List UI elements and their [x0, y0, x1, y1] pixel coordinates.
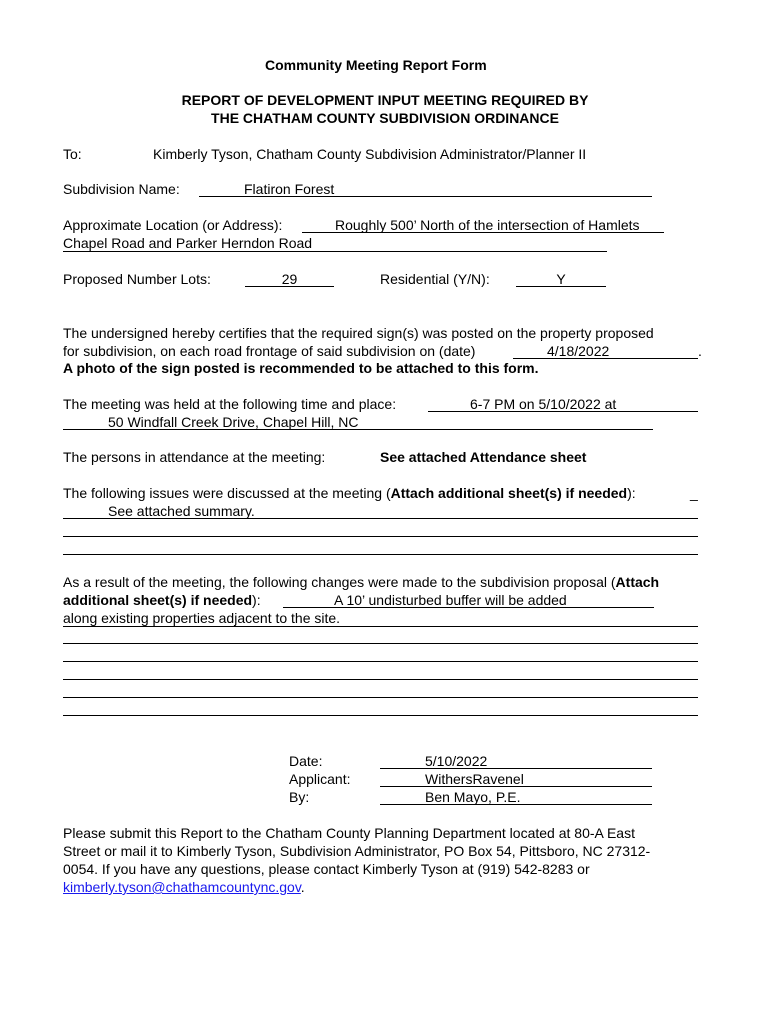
- by-field[interactable]: Ben Mayo, P.E.: [380, 789, 652, 805]
- lots-field[interactable]: 29: [245, 271, 334, 287]
- applicant-label: Applicant:: [289, 771, 351, 787]
- heading-line-2: THE CHATHAM COUNTY SUBDIVISION ORDINANCE: [211, 110, 559, 126]
- attendance-value: See attached Attendance sheet: [380, 449, 587, 465]
- footer-line-1: Please submit this Report to the Chatham County Planning Department located at 80-A East: [63, 825, 635, 841]
- changes-label-line-2: [63, 592, 261, 609]
- changes-field-line-1[interactable]: A 10’ undisturbed buffer will be added: [283, 592, 654, 608]
- changes-blank-line[interactable]: [63, 715, 698, 716]
- changes-label-bold-1: Attach: [615, 574, 660, 590]
- email-link[interactable]: kimberly.tyson@chathamcountync.gov: [63, 879, 301, 895]
- footer-line-2: Street or mail it to Kimberly Tyson, Subdivision Administrator, PO Box 54, Pittsboro, NC 27312-: [63, 843, 651, 859]
- location-field-line-2[interactable]: Chapel Road and Parker Herndon Road: [63, 235, 607, 252]
- issues-label-prefix: The following issues were discussed at the meeting (: [63, 485, 391, 501]
- footer-line-4: [63, 879, 305, 896]
- changes-field-line-2[interactable]: along existing properties adjacent to the site.: [63, 610, 698, 627]
- changes-label-line-1: [63, 574, 659, 591]
- changes-blank-line[interactable]: [63, 697, 698, 698]
- changes-label-bold-2: additional sheet(s) if needed: [63, 592, 253, 608]
- photo-note: A photo of the sign posted is recommended to be attached to this form.: [63, 360, 539, 376]
- heading-line-1: REPORT OF DEVELOPMENT INPUT MEETING REQUIRED BY: [181, 92, 589, 108]
- meeting-place-label: The meeting was held at the following time and place:: [63, 396, 397, 412]
- location-label: Approximate Location (or Address):: [63, 217, 283, 233]
- certification-line-2: for subdivision, on each road frontage of said subdivision on (date): [63, 343, 476, 359]
- residential-field[interactable]: Y: [516, 271, 606, 287]
- to-value: Kimberly Tyson, Chatham County Subdivision Administrator/Planner II: [153, 146, 587, 162]
- issues-label: [63, 485, 636, 502]
- issues-label-suffix: ):: [627, 485, 636, 501]
- form-title: Community Meeting Report Form: [265, 57, 487, 73]
- subdivision-field[interactable]: Flatiron Forest: [199, 181, 652, 197]
- issues-blank-line[interactable]: [63, 554, 698, 555]
- subdivision-label: Subdivision Name:: [63, 181, 180, 197]
- date-label: Date:: [289, 753, 323, 769]
- issues-trail: _: [690, 485, 698, 501]
- issues-blank-line[interactable]: [63, 536, 698, 537]
- meeting-place-field-line-1[interactable]: 6-7 PM on 5/10/2022 at: [428, 396, 698, 412]
- changes-blank-line[interactable]: [63, 679, 698, 680]
- lots-label: Proposed Number Lots:: [63, 271, 211, 287]
- certification-line-1: The undersigned hereby certifies that the required sign(s) was posted on the property proposed: [63, 325, 654, 341]
- by-label: By:: [289, 789, 310, 805]
- changes-blank-line[interactable]: [63, 643, 698, 644]
- footer-line-3: 0054. If you have any questions, please contact Kimberly Tyson at (919) 542-8283 or: [63, 861, 590, 877]
- changes-blank-line[interactable]: [63, 661, 698, 662]
- attendance-label: The persons in attendance at the meeting:: [63, 449, 326, 465]
- changes-label-prefix: As a result of the meeting, the following changes were made to the subdivision proposal (: [63, 574, 616, 590]
- issues-label-bold: Attach additional sheet(s) if needed: [390, 485, 628, 501]
- applicant-field[interactable]: WithersRavenel: [380, 771, 652, 787]
- meeting-place-field-line-2[interactable]: 50 Windfall Creek Drive, Chapel Hill, NC: [63, 414, 653, 430]
- certification-period: .: [698, 343, 702, 359]
- footer-end: .: [300, 879, 305, 895]
- date-field[interactable]: 5/10/2022: [380, 753, 652, 769]
- sign-posted-date-field[interactable]: 4/18/2022: [513, 343, 698, 359]
- issues-field[interactable]: See attached summary.: [63, 503, 698, 519]
- residential-label: Residential (Y/N):: [380, 271, 490, 287]
- changes-label-suffix: ):: [252, 592, 261, 608]
- location-field-line-1[interactable]: Roughly 500’ North of the intersection of Hamlets: [302, 217, 664, 233]
- to-label: To:: [63, 146, 82, 162]
